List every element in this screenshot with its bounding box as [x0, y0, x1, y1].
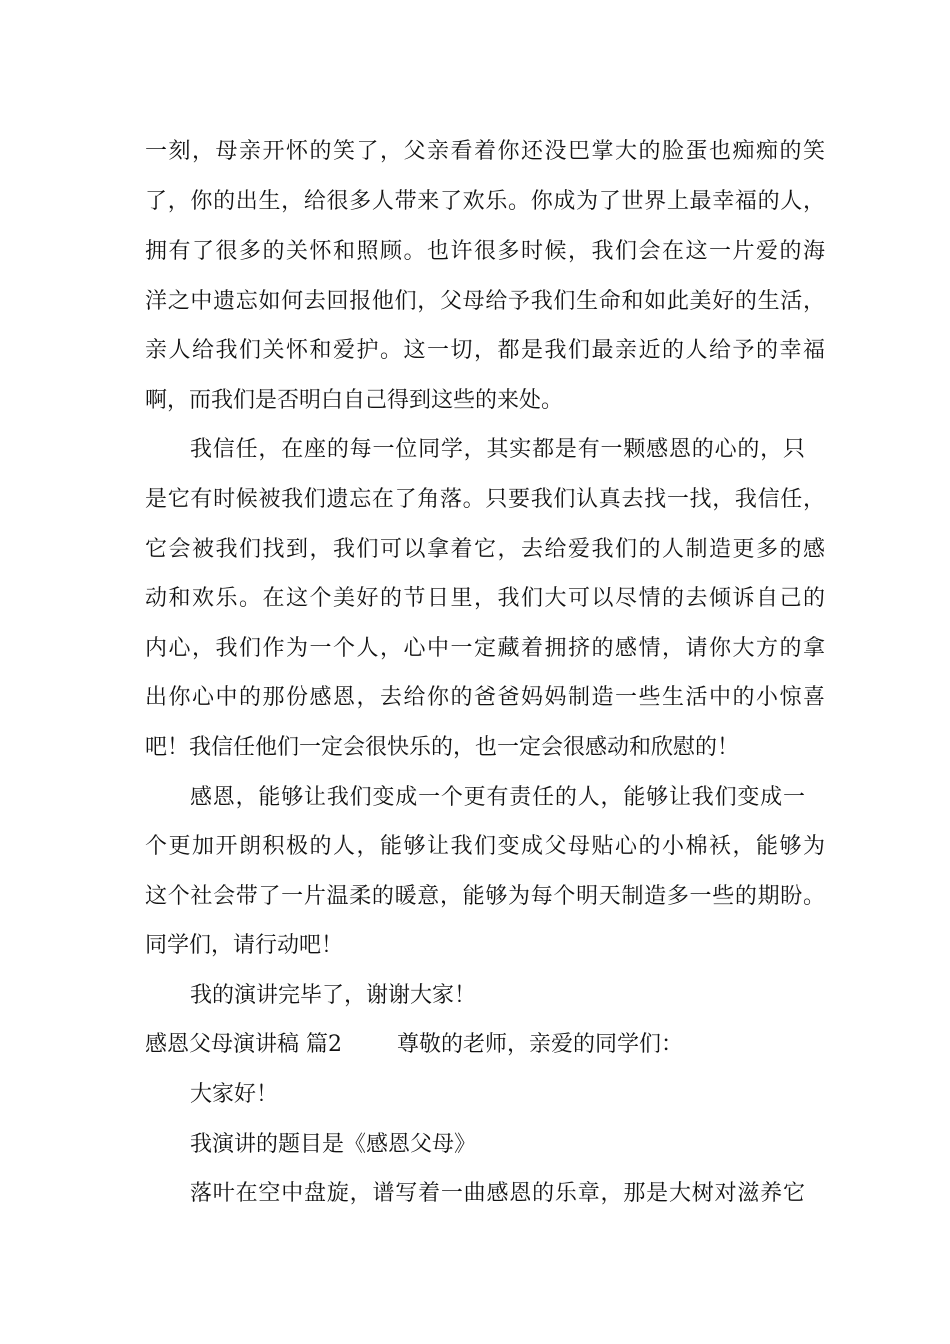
text-line: 亲人给我们关怀和爱护。这一切，都是我们最亲近的人给予的幸福 — [145, 338, 825, 363]
heading-title: 感恩父母演讲稿 篇2 — [145, 1032, 342, 1057]
section-heading — [145, 1030, 825, 1060]
heading-salutation: 尊敬的老师，亲爱的同学们： — [397, 1032, 684, 1057]
text-line: 啊，而我们是否明白自己得到这些的来处。 — [145, 388, 564, 413]
text-line: 出你心中的那份感恩，去给你的爸爸妈妈制造一些生活中的小惊喜 — [145, 685, 825, 710]
paragraph-first-line: 落叶在空中盘旋，谱写着一曲感恩的乐章，那是大树对滋养它 — [190, 1181, 805, 1206]
text-line: 是它有时候被我们遗忘在了角落。只要我们认真去找一找，我信任， — [145, 487, 825, 512]
text-line: 动和欢乐。在这个美好的节日里，我们大可以尽情的去倾诉自己的 — [145, 586, 825, 611]
greeting-line: 大家好！ — [190, 1082, 279, 1107]
text-line: 同学们，请行动吧！ — [145, 933, 344, 958]
paragraph-first-line: 感恩，能够让我们变成一个更有责任的人，能够让我们变成一 — [190, 785, 805, 810]
text-line: 了，你的出生，给很多人带来了欢乐。你成为了世界上最幸福的人， — [145, 189, 825, 214]
paragraph-first-line: 我信任，在座的每一位同学，其实都是有一颗感恩的心的，只 — [190, 437, 805, 462]
text-line: 一刻，母亲开怀的笑了，父亲看着你还没巴掌大的脸蛋也痴痴的笑 — [145, 139, 825, 164]
text-line: 吧！我信任他们一定会很快乐的，也一定会很感动和欣慰的！ — [145, 735, 740, 760]
text-line: 个更加开朗积极的人，能够让我们变成父母贴心的小棉袄，能够为 — [145, 834, 825, 859]
closing-line: 我的演讲完毕了，谢谢大家！ — [190, 983, 477, 1008]
text-line: 内心，我们作为一个人，心中一定藏着拥挤的感情，请你大方的拿 — [145, 636, 825, 661]
text-line: 洋之中遗忘如何去回报他们，父母给予我们生命和如此美好的生活， — [145, 289, 825, 314]
topic-line: 我演讲的题目是《感恩父母》 — [190, 1132, 477, 1157]
text-line: 拥有了很多的关怀和照顾。也许很多时候，我们会在这一片爱的海 — [145, 239, 825, 264]
text-line: 这个社会带了一片温柔的暖意，能够为每个明天制造多一些的期盼。 — [145, 884, 825, 909]
text-line: 它会被我们找到，我们可以拿着它，去给爱我们的人制造更多的感 — [145, 537, 825, 562]
